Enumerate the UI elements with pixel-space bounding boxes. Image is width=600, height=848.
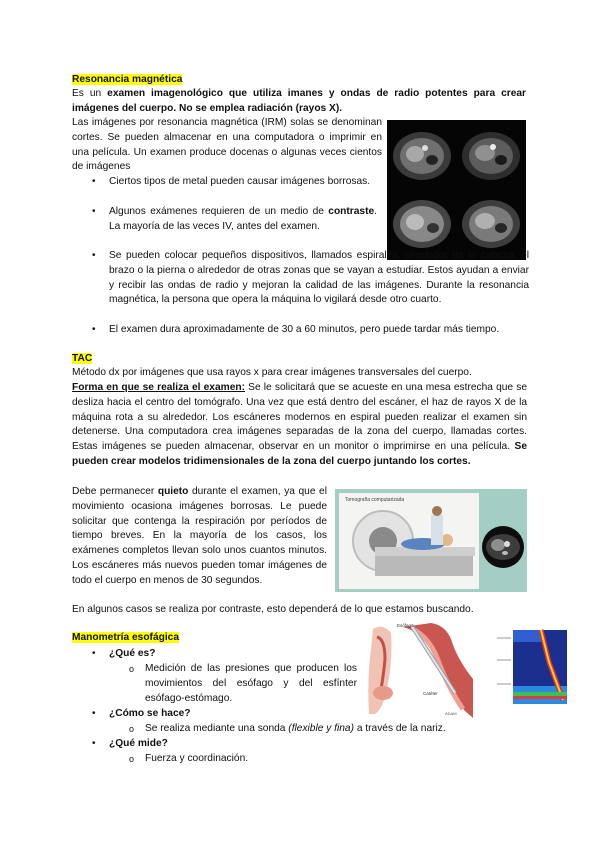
mri-bullet-metal: Ciertos tipos de metal pueden causar imágenes borrosas. [109,176,371,187]
section-heading-mri: Resonancia magnética [72,74,183,85]
manometry-q-what: ¿Qué es? [109,648,156,659]
bullet-icon: • [92,176,96,187]
tac-contrast-note: En algunos casos se realiza por contraste, esto dependerá de lo que estamos buscando. [72,604,474,615]
manometry-a-measure: Fuerza y coordinación. [145,753,249,764]
mri-intro-rest: Las imágenes por resonancia magnética (IRM) solas se denominan cortes. Se pueden almacenar en una computadora o imprimir en una película. Un examen produce docenas o algunas veces cientos de imágenes [72,117,382,173]
bullet-icon: • [92,648,96,659]
manometry-pressure-plot [493,626,567,706]
section-heading-tac: TAC [72,353,93,364]
manometry-a-what: Medición de las presiones que producen los movimientos del esófago y del esfínter esófago-estómago. [145,663,357,704]
mri-bullet-coils: Se pueden colocar pequeños dispositivos, llamados espirales, alrededor de la cabeza, el brazo o la pierna o alrededor de otras zonas que se vayan a estudiar. Estos ayudan a enviar y recibir las ondas de radio y mejoran la calidad de las imágenes. Durante la resonancia magnética, la persona que opera la máquina lo vigilará desde otro cuarto. [109,250,529,306]
manometry-a-how: Se realiza mediante una sonda (flexible y fina) a través de la nariz. [145,723,446,734]
tac-procedure: Forma en que se realiza el examen: Se le solicitará que se acueste en una mesa estrecha que se desliza hacia el centro del tomógrafo. Una vez que está dentro del escáner, el haz de rayos X de la máquina rota a su alrededor. Los escáneres modernos en espiral pueden realizar el examen sin detenerse. Una computadora crea imágenes separadas de la zona del cuerpo, llamadas cortes. Estas imágenes se pueden almacenar, observar en un monitor o imprimirse en una película. Se pueden crear modelos tridimensionales de la zona del cuerpo juntando los cortes. [72,382,528,467]
esophagus-illustration [365,619,473,718]
manometry-q-measure: ¿Qué mide? [109,738,168,749]
bullet-icon: • [92,708,96,719]
esophagus-catheter-drawing [365,619,473,718]
circle-bullet-icon: o [129,664,135,674]
ct-scanner-image [335,489,527,592]
bullet-icon: • [92,206,96,217]
manometry-q-how: ¿Cómo se hace? [109,708,191,719]
bullet-icon: • [92,738,96,749]
bullet-icon: • [92,250,96,261]
esophagus-label: Esófago [397,623,414,628]
mri-scan-image [387,120,526,260]
tac-stillness: Debe permanecer quieto durante el examen, ya que el movimiento ocasiona imágenes borrosas. Le puede solicitar que contenga la respiración por períodos de tiempo breves. En la mayoría de los casos, los exámenes completos llevan solo unos cuantos minutos. Los escáneres más nuevos pueden tomar imágenes de todo el cuerpo en menos de 30 segundos. [72,486,327,586]
catheter-label: Catéter [423,691,438,696]
manometry-chart-image [493,626,567,706]
adam-label: ADAM [445,711,457,716]
bullet-icon: • [92,324,96,335]
mri-bullet-duration: El examen dura aproximadamente de 30 a 60 minutos, pero puede tardar más tiempo. [109,324,500,335]
circle-bullet-icon: o [129,724,135,734]
circle-bullet-icon: o [129,754,135,764]
mri-intro-line: Es un examen imagenológico que utiliza imanes y ondas de radio potentes para crear imágenes del cuerpo. No se emplea radiación (rayos X). [72,88,526,114]
ct-scanner-illustration [335,489,527,592]
mri-scan-grid [387,120,526,260]
tac-definition: Método dx por imágenes que usa rayos x para crear imágenes transversales del cuerpo. [72,367,472,378]
ct-image-caption: Tomografía computarizada [345,497,405,503]
section-heading-manometry: Manometría esofágica [72,632,180,643]
mri-bullet-contrast: Algunos exámenes requieren de un medio de contraste. La mayoría de las veces IV, antes del examen. [109,206,377,232]
